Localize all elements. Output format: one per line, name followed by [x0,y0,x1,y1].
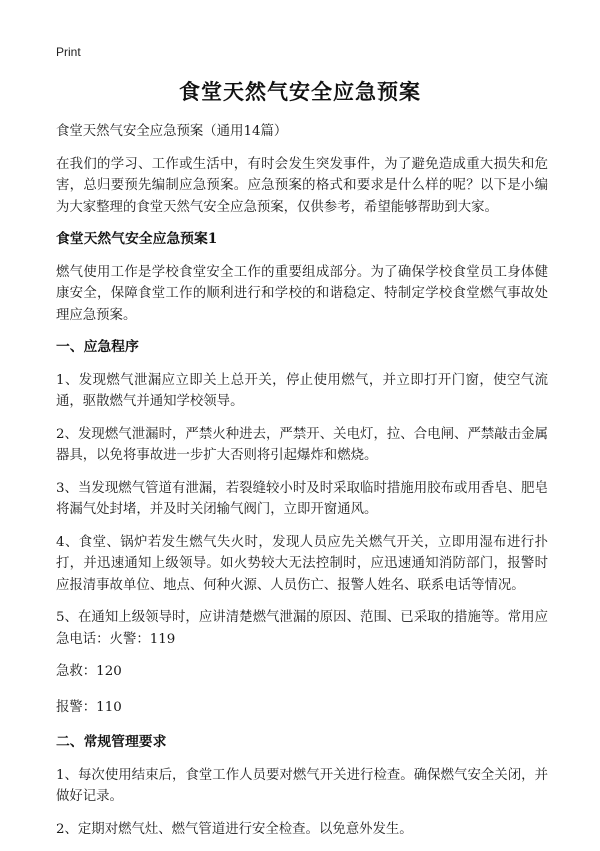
section-heading: 食堂天然气安全应急预案1 [56,231,218,247]
management-item: 2、定期对燃气灶、燃气管道进行安全检查。以免意外发生。 [56,821,413,837]
procedure-item: 3、当发现燃气管道有泄漏，若裂缝较小时及时采取临时措施用胶布或用香皂、肥皂将漏气处封堵，并及时关闭输气阀门，立即开窗通风。 [56,480,548,517]
procedure-item: 5、在通知上级领导时，应讲清楚燃气泄漏的原因、范围、已采取的措施等。常用应急电话：火警：119 [56,610,548,647]
management-item: 1、每次使用结束后，食堂工作人员要对燃气开关进行检查。确保燃气安全关闭，并做好记录。 [56,767,548,804]
procedure-item: 2、发现燃气泄漏时，严禁火种进去，严禁开、关电灯，拉、合电闸、严禁敲击金属器具，以免将事故进一步扩大否则将引起爆炸和燃烧。 [56,426,548,463]
intro-paragraph: 在我们的学习、工作或生活中，有时会发生突发事件，为了避免造成重大损失和危害，总归要预先编制应急预案。应急预案的格式和要求是什么样的呢？以下是小编为大家整理的食堂天然气安全应急预案，仅供参考，希望能够帮助到大家。 [56,156,548,215]
procedure-heading: 一、应急程序 [56,339,139,355]
document-subtitle: 食堂天然气安全应急预案（通用14篇） [56,124,288,139]
management-heading: 二、常规管理要求 [56,734,167,750]
section-paragraph: 燃气使用工作是学校食堂安全工作的重要组成部分。为了确保学校食堂员工身体健康安全，保障食堂工作的顺利进行和学校的和谐稳定、特制定学校食堂燃气事故处理应急预案。 [56,264,548,323]
procedure-item: 1、发现燃气泄漏应立即关上总开关，停止使用燃气，并立即打开门窗，使空气流通，驱散燃气并通知学校领导。 [56,372,548,409]
document-body [56,121,548,851]
police-number: 报警：110 [56,699,122,715]
page-title: 食堂天然气安全应急预案 [179,79,421,104]
print-label: Print [56,45,81,59]
emergency-number: 急救：120 [56,664,122,679]
procedure-item: 4、食堂、锅炉若发生燃气失火时，发现人员应先关燃气开关，立即用湿布进行扑打，并迅速通知上级领导。如火势较大无法控制时，应迅速通知消防部门，报警时应报清事故单位、地点、何种火源、人员伤亡、报警人姓名、联系电话等情况。 [56,534,548,593]
